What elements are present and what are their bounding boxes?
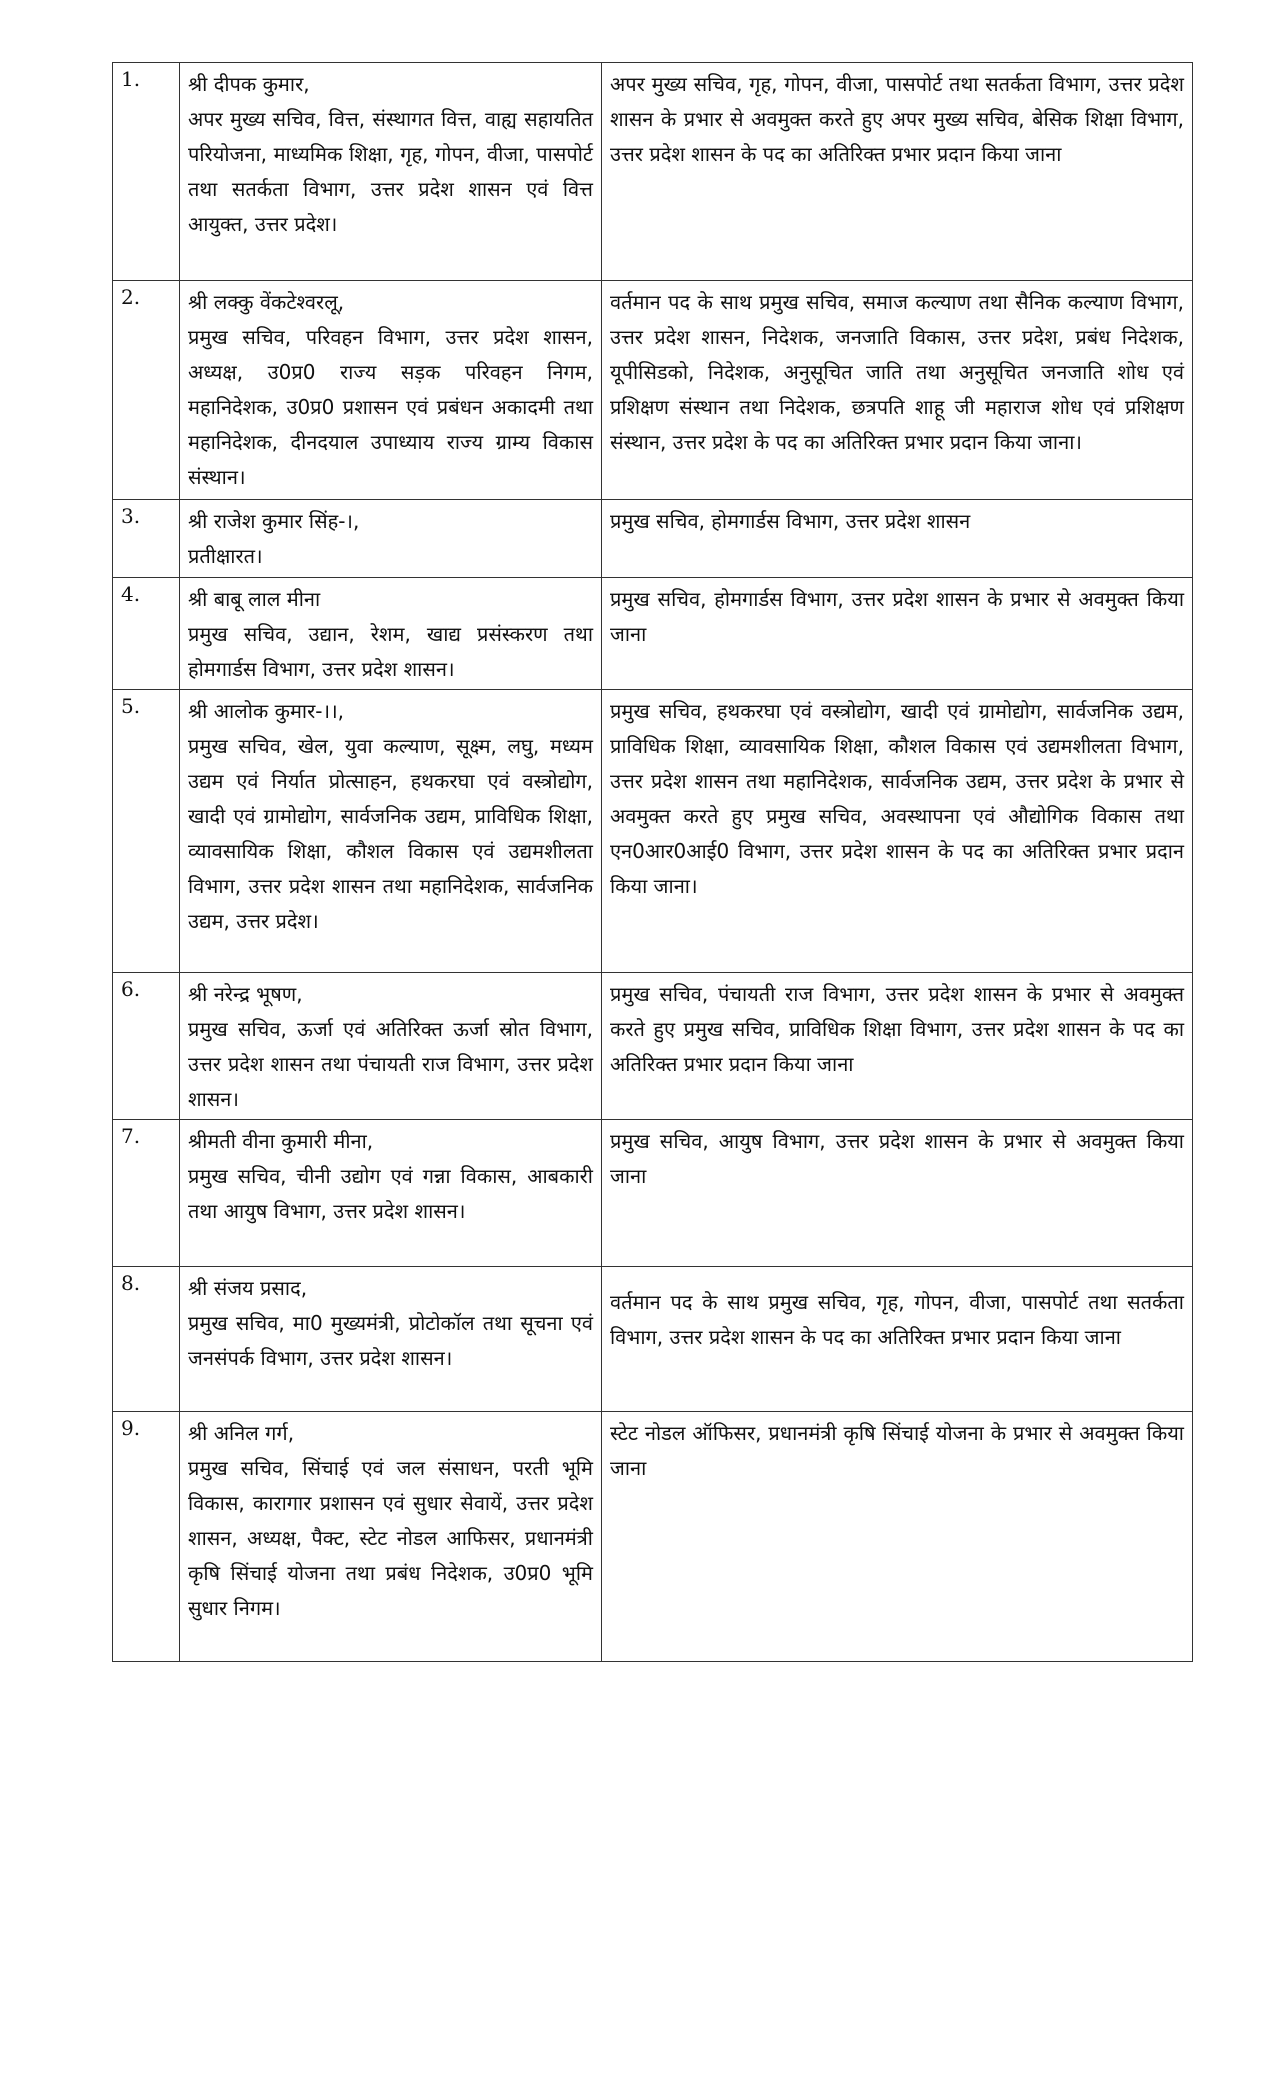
officer-name: श्री आलोक कुमार-।।, [188, 699, 345, 723]
table-row [113, 63, 1193, 281]
row-number: 9. [113, 1412, 180, 1662]
row-number: 3. [113, 500, 180, 578]
officer-designation: प्रमुख सचिव, उद्यान, रेशम, खाद्य प्रसंस्करण तथा होमगार्डस विभाग, उत्तर प्रदेश शासन। [188, 622, 593, 681]
table-row [113, 500, 1193, 578]
table-row [113, 690, 1193, 973]
assignment-cell: प्रमुख सचिव, पंचायती राज विभाग, उत्तर प्रदेश शासन के प्रभार से अवमुक्त करते हुए प्रमुख सचिव, प्राविधिक शिक्षा विभाग, उत्तर प्रदेश शासन के पद का अतिरिक्त प्रभार प्रदान किया जाना [602, 973, 1193, 1120]
table-row [113, 578, 1193, 690]
assignment-cell: प्रमुख सचिव, होमगार्डस विभाग, उत्तर प्रदेश शासन [602, 500, 1193, 578]
table-row [113, 1120, 1193, 1267]
assignment-cell: वर्तमान पद के साथ प्रमुख सचिव, गृह, गोपन, वीजा, पासपोर्ट तथा सतर्कता विभाग, उत्तर प्रदेश शासन के पद का अतिरिक्त प्रभार प्रदान किया जाना [602, 1267, 1193, 1412]
assignment-cell: प्रमुख सचिव, होमगार्डस विभाग, उत्तर प्रदेश शासन के प्रभार से अवमुक्त किया जाना [602, 578, 1193, 690]
row-number: 4. [113, 578, 180, 690]
officer-cell [180, 973, 602, 1120]
officer-cell [180, 1267, 602, 1412]
officer-designation: प्रमुख सचिव, खेल, युवा कल्याण, सूक्ष्म, लघु, मध्यम उद्यम एवं निर्यात प्रोत्साहन, हथकरघा एवं वस्त्रोद्योग, खादी एवं ग्रामोद्योग, सार्वजनिक उद्यम, प्राविधिक शिक्षा, व्यावसायिक शिक्षा, कौशल विकास एवं उद्यमशीलता विभाग, उत्तर प्रदेश शासन तथा महानिदेशक, सार्वजनिक उद्यम, उत्तर प्रदेश। [188, 734, 593, 933]
officer-designation: प्रमुख सचिव, चीनी उद्योग एवं गन्ना विकास, आबकारी तथा आयुष विभाग, उत्तर प्रदेश शासन। [188, 1164, 593, 1223]
officer-name: श्री लक्कु वेंकटेश्वरलू, [188, 290, 345, 314]
table-row [113, 281, 1193, 500]
assignment-cell: वर्तमान पद के साथ प्रमुख सचिव, समाज कल्याण तथा सैनिक कल्याण विभाग, उत्तर प्रदेश शासन, निदेशक, जनजाति विकास, उत्तर प्रदेश, प्रबंध निदेशक, यूपीसिडको, निदेशक, अनुसूचित जाति तथा अनुसूचित जनजाति शोध एवं प्रशिक्षण संस्थान तथा निदेशक, छत्रपति शाहू जी महाराज शोध एवं प्रशिक्षण संस्थान, उत्तर प्रदेश के पद का अतिरिक्त प्रभार प्रदान किया जाना। [602, 281, 1193, 500]
officer-name: श्री बाबू लाल मीना [188, 587, 321, 611]
row-number: 1. [113, 63, 180, 281]
officer-name: श्री संजय प्रसाद, [188, 1276, 308, 1300]
officer-name: श्री दीपक कुमार, [188, 72, 310, 96]
officer-designation: प्रमुख सचिव, मा0 मुख्यमंत्री, प्रोटोकॉल तथा सूचना एवं जनसंपर्क विभाग, उत्तर प्रदेश शासन। [188, 1311, 593, 1370]
table-row [113, 973, 1193, 1120]
row-number: 5. [113, 690, 180, 973]
officer-cell [180, 1412, 602, 1662]
officer-cell [180, 500, 602, 578]
row-number: 2. [113, 281, 180, 500]
table-row [113, 1412, 1193, 1662]
officer-cell [180, 690, 602, 973]
assignment-cell: प्रमुख सचिव, आयुष विभाग, उत्तर प्रदेश शासन के प्रभार से अवमुक्त किया जाना [602, 1120, 1193, 1267]
officer-name: श्री नरेन्द्र भूषण, [188, 982, 303, 1006]
assignment-cell: स्टेट नोडल ऑफिसर, प्रधानमंत्री कृषि सिंचाई योजना के प्रभार से अवमुक्त किया जाना [602, 1412, 1193, 1662]
row-number: 7. [113, 1120, 180, 1267]
officer-designation: प्रमुख सचिव, परिवहन विभाग, उत्तर प्रदेश शासन, अध्यक्ष, उ0प्र0 राज्य सड़क परिवहन निगम, महानिदेशक, उ0प्र0 प्रशासन एवं प्रबंधन अकादमी तथा महानिदेशक, दीनदयाल उपाध्याय राज्य ग्राम्य विकास संस्थान। [188, 325, 593, 489]
row-number: 6. [113, 973, 180, 1120]
assignment-cell: अपर मुख्य सचिव, गृह, गोपन, वीजा, पासपोर्ट तथा सतर्कता विभाग, उत्तर प्रदेश शासन के प्रभार से अवमुक्त करते हुए अपर मुख्य सचिव, बेसिक शिक्षा विभाग, उत्तर प्रदेश शासन के पद का अतिरिक्त प्रभार प्रदान किया जाना [602, 63, 1193, 281]
officer-designation: प्रमुख सचिव, सिंचाई एवं जल संसाधन, परती भूमि विकास, कारागार प्रशासन एवं सुधार सेवायें, उत्तर प्रदेश शासन, अध्यक्ष, पैक्ट, स्टेट नोडल आफिसर, प्रधानमंत्री कृषि सिंचाई योजना तथा प्रबंध निदेशक, उ0प्र0 भूमि सुधार निगम। [188, 1456, 593, 1620]
officer-designation: प्रतीक्षारत। [188, 544, 263, 568]
officer-cell [180, 1120, 602, 1267]
officer-cell [180, 578, 602, 690]
officer-transfer-table [112, 62, 1193, 1662]
table-row [113, 1267, 1193, 1412]
officer-cell [180, 63, 602, 281]
officer-designation: प्रमुख सचिव, ऊर्जा एवं अतिरिक्त ऊर्जा स्रोत विभाग, उत्तर प्रदेश शासन तथा पंचायती राज विभाग, उत्तर प्रदेश शासन। [188, 1017, 593, 1111]
officer-designation: अपर मुख्य सचिव, वित्त, संस्थागत वित्त, वाह्य सहायतित परियोजना, माध्यमिक शिक्षा, गृह, गोपन, वीजा, पासपोर्ट तथा सतर्कता विभाग, उत्तर प्रदेश शासन एवं वित्त आयुक्त, उत्तर प्रदेश। [188, 107, 593, 236]
assignment-cell: प्रमुख सचिव, हथकरघा एवं वस्त्रोद्योग, खादी एवं ग्रामोद्योग, सार्वजनिक उद्यम, प्राविधिक शिक्षा, व्यावसायिक शिक्षा, कौशल विकास एवं उद्यमशीलता विभाग, उत्तर प्रदेश शासन तथा महानिदेशक, सार्वजनिक उद्यम, उत्तर प्रदेश के प्रभार से अवमुक्त करते हुए प्रमुख सचिव, अवस्थापना एवं औद्योगिक विकास तथा एन0आर0आई0 विभाग, उत्तर प्रदेश शासन के पद का अतिरिक्त प्रभार प्रदान किया जाना। [602, 690, 1193, 973]
officer-name: श्रीमती वीना कुमारी मीना, [188, 1129, 374, 1153]
officer-cell [180, 281, 602, 500]
officer-name: श्री राजेश कुमार सिंह-।, [188, 509, 360, 533]
officer-name: श्री अनिल गर्ग, [188, 1421, 295, 1445]
row-number: 8. [113, 1267, 180, 1412]
